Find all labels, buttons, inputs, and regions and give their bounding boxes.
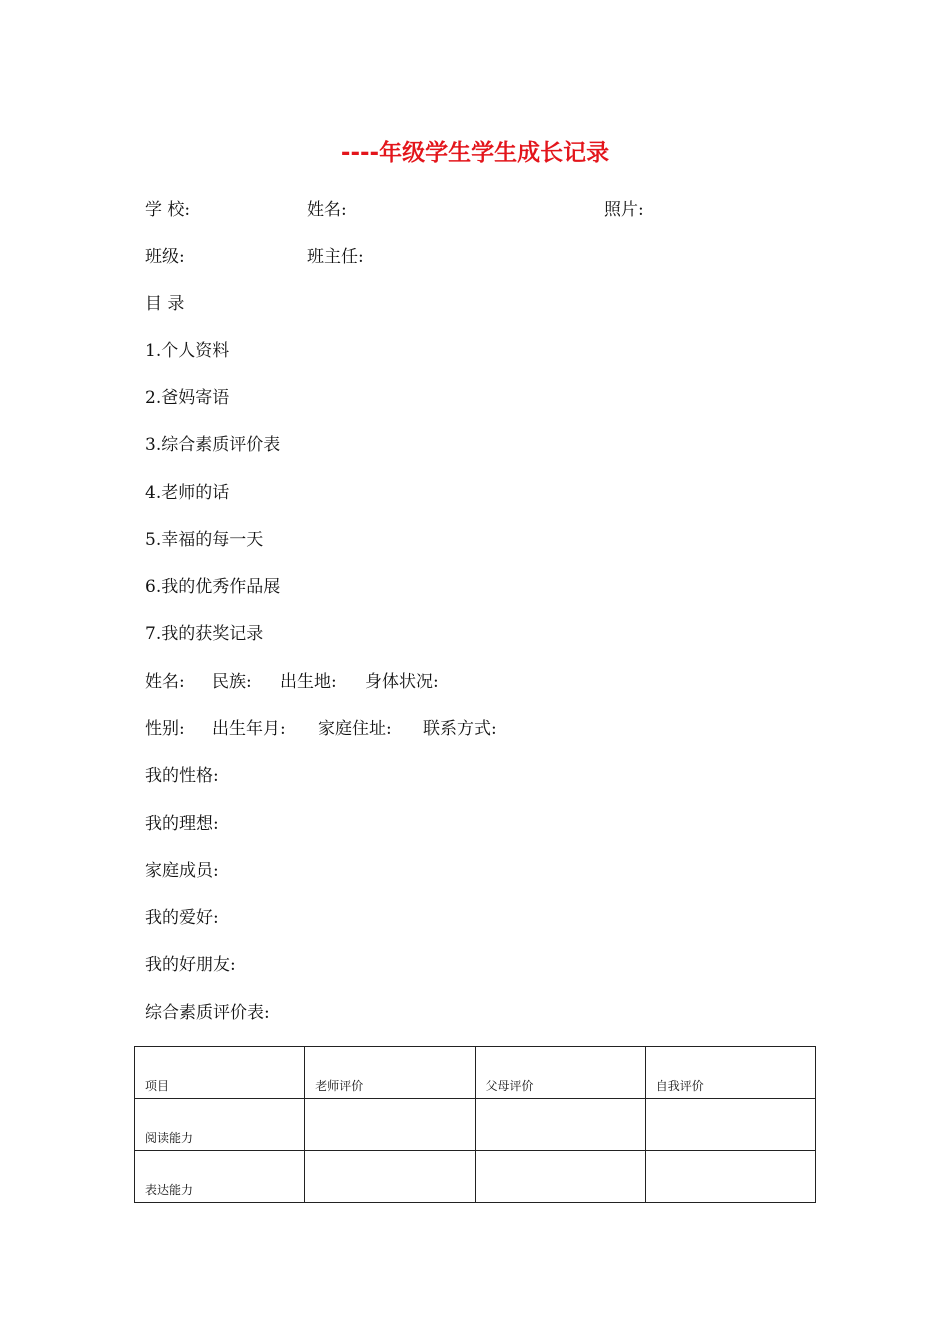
toc-item: 1.个人资料	[145, 341, 230, 361]
photo-label: 照片:	[604, 200, 644, 220]
column-header-parents: 父母评价	[475, 1047, 645, 1099]
toc-item: 2.爸妈寄语	[145, 388, 230, 408]
profile-birthdate-label: 出生年月:	[212, 719, 286, 739]
toc-item: 7.我的获奖记录	[145, 624, 264, 644]
table-cell	[305, 1151, 475, 1203]
profile-ethnicity-label: 民族:	[212, 672, 252, 692]
table-cell: 表达能力	[135, 1151, 305, 1203]
name-label: 姓名:	[307, 200, 347, 220]
toc-item: 4.老师的话	[145, 483, 230, 503]
table-row	[135, 1151, 816, 1203]
profile-contact-label: 联系方式:	[423, 719, 497, 739]
profile-name-label: 姓名:	[145, 672, 185, 692]
column-header-item: 项目	[135, 1047, 305, 1099]
table-header-row	[135, 1047, 816, 1099]
class-label: 班级:	[145, 247, 185, 267]
toc-item: 5.幸福的每一天	[145, 530, 264, 550]
personality-label: 我的性格:	[145, 766, 219, 786]
table-cell: 阅读能力	[135, 1099, 305, 1151]
table-cell	[645, 1099, 815, 1151]
table-cell	[475, 1099, 645, 1151]
school-label: 学 校:	[145, 200, 191, 220]
table-row	[135, 1099, 816, 1151]
head-teacher-label: 班主任:	[307, 247, 364, 267]
toc-heading: 目 录	[145, 294, 185, 314]
profile-health-label: 身体状况:	[365, 672, 439, 692]
table-cell	[645, 1151, 815, 1203]
profile-birthplace-label: 出生地:	[280, 672, 337, 692]
page-title: ----年级学生学生成长记录	[340, 140, 610, 166]
evaluation-table	[134, 1046, 816, 1203]
best-friend-label: 我的好朋友:	[145, 955, 236, 975]
toc-item: 3.综合素质评价表	[145, 435, 281, 455]
table-cell	[475, 1151, 645, 1203]
toc-item: 6.我的优秀作品展	[145, 577, 281, 597]
family-members-label: 家庭成员:	[145, 861, 219, 881]
evaluation-heading: 综合素质评价表:	[145, 1003, 270, 1023]
ideal-label: 我的理想:	[145, 814, 219, 834]
profile-address-label: 家庭住址:	[318, 719, 392, 739]
column-header-self: 自我评价	[645, 1047, 815, 1099]
column-header-teacher: 老师评价	[305, 1047, 475, 1099]
profile-gender-label: 性别:	[145, 719, 185, 739]
hobbies-label: 我的爱好:	[145, 908, 219, 928]
table-cell	[305, 1099, 475, 1151]
